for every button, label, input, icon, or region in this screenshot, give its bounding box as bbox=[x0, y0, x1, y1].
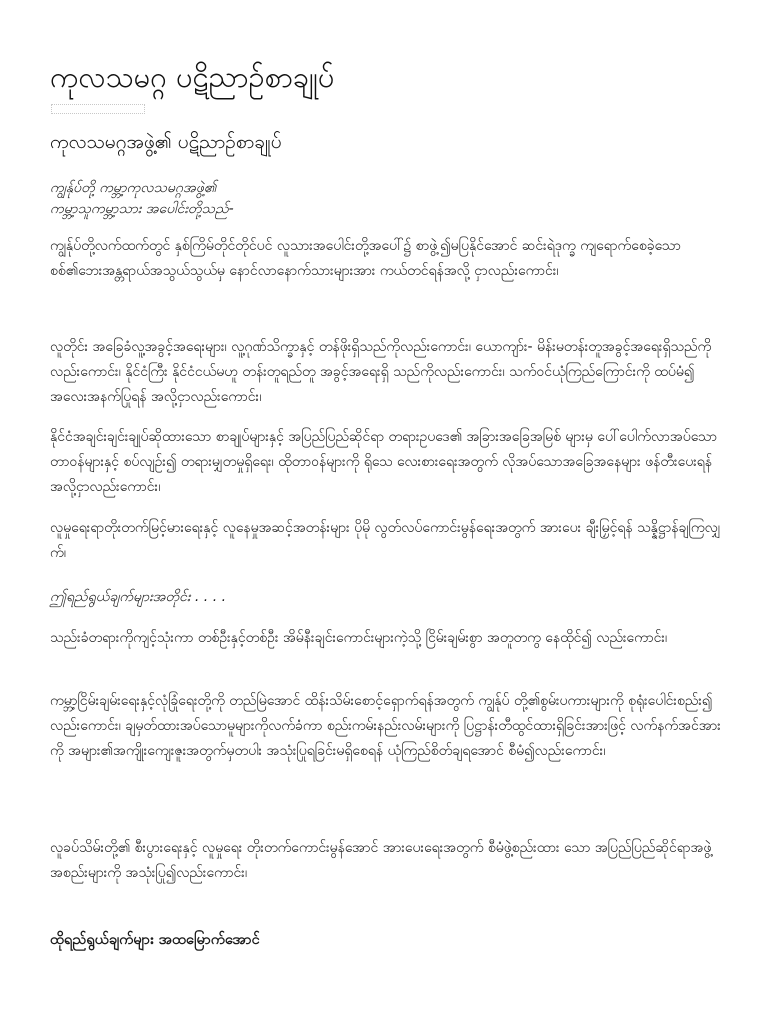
preamble bbox=[50, 178, 722, 220]
document-subtitle: ကုလသမဂ္ဂအဖွဲ့၏ ပဋိညာဉ်စာချုပ် bbox=[50, 131, 282, 153]
paragraph-war-scourge: ကျွန်ုပ်တို့လက်ထက်တွင် နှစ်ကြိမ်တိုင်တိုင်ပင် လူသားအပေါင်းတို့အပေါ်၌ စာဖွဲ့၍မပြနိုင်အောင် ဆင်းရဲဒုက္ခ ကျရောက်စေခဲ့သော စစ်၏ဘေးအန္တရာယ်အသွယ်သွယ်မှ နောင်လာနောက်သားများအား ကယ်တင်ရန်အလို့ ငှာလည်းကောင်း၊ bbox=[50, 238, 681, 279]
title-underline-divider bbox=[51, 104, 145, 114]
section-heading: ထိုရည်ရွယ်ချက်များ အထမြောက်အောင် bbox=[50, 932, 260, 948]
paragraph-social-progress: လူမှုရေးရာတိုးတက်မြင့်မားရေးနှင့် လူနေမှုအဆင့်အတန်းများ ပိုမို လွတ်လပ်ကောင်းမွန်ရေးအတွက် အားပေး ချီးမြှင့်ရန် သန္နိဋ္ဌာန်ချကြလျှက်၊ bbox=[50, 520, 721, 561]
paragraph-human-rights: လူတိုင်း အခြေခံလူ့အခွင့်အရေးများ၊ လူ့ဂုဏ်သိက္ခာနှင့် တန်ဖိုးရှိသည်ကိုလည်းကောင်း၊ ယောကျာ်း- မိန်းမတန်းတူအခွင့်အရေးရှိသည်ကိုလည်းကောင်း၊ နိုင်ငံကြီး နိုင်ငံငယ်မဟူ တန်းတူရည်တူ အခွင့်အရေးရှိ သည်ကိုလည်းကောင်း၊ သက်ဝင်ယုံကြည်ကြောင်းကို ထပ်မံ၍ အလေးအနက်ပြုရန် အလို့ငှာလည်းကောင်း၊ bbox=[50, 339, 712, 405]
preamble-line: ကမ္ဘာ့သူကမ္ဘာ့သား အပေါင်းတို့သည်- bbox=[50, 201, 234, 217]
paragraph-tolerance: သည်းခံတရားကိုကျင့်သုံးကာ တစ်ဦးနှင့်တစ်ဦး အိမ်နီးချင်းကောင်းများကဲ့သို့ ငြိမ်းချမ်းစွာ အတူတကွ နေထိုင်၍ လည်းကောင်း၊ bbox=[50, 630, 668, 646]
paragraph-justice-law: နိုင်ငံအချင်းချင်းချုပ်ဆိုထားသော စာချုပ်များနှင့် အပြည်ပြည်ဆိုင်ရာ တရားဥပဒေ၏ အခြားအခြေအမြစ် များမှ ပေါ်ပေါက်လာအပ်သောတာဝန်များနှင့် စပ်လျဉ်း၍ တရားမျှတမှုရှိရေး၊ ထိုတာဝန်များကို ရိုသေ လေးစားရေးအတွက် လိုအပ်သောအခြေအနေများ ဖန်တီးပေးရန်အလို့ငှာလည်းကောင်း၊ bbox=[50, 429, 718, 495]
paragraph-and-for-these-ends: ဤရည်ရွယ်ချက်များအတိုင်း . . . . bbox=[50, 589, 227, 605]
paragraph-peace-security: ကမ္ဘာ့ငြိမ်းချမ်းရေးနှင့်လုံခြုံရေးတို့ကို တည်မြဲအောင် ထိန်းသိမ်းစောင့်ရှောက်ရန်အတွက် ကျွန်ုပ် တို့၏စွမ်းပကားများကို စုရုံးပေါင်းစည်း၍ လည်းကောင်း၊ ချမှတ်ထားအပ်သောမူများကိုလက်ခံကာ စည်းကမ်းနည်းလမ်းများကို ပြဋ္ဌာန်းတီထွင်ထားရှိခြင်းအားဖြင့် လက်နက်အင်အားကို အများ၏အကျိုးကျေးဇူးအတွက်မှတပါး အသုံးပြုရခြင်းမရှိစေရန် ယုံကြည်စိတ်ချရအောင် စီမံ၍လည်းကောင်း၊ bbox=[50, 693, 721, 759]
paragraph-international-machinery: လူခပ်သိမ်းတို့၏ စီးပွားရေးနှင့် လူမှုရေး တိုးတက်ကောင်းမွန်အောင် အားပေးရေးအတွက် စီမံဖွဲ့စည်းထား သော အပြည်ပြည်ဆိုင်ရာအဖွဲ့အစည်းများကို အသုံးပြု၍လည်းကောင်း၊ bbox=[50, 840, 712, 881]
document-title: ကုလသမဂ္ဂ ပဋိညာဉ်စာချုပ် bbox=[50, 60, 335, 94]
preamble-line: ကျွန်ုပ်တို့ ကမ္ဘာ့ကုလသမဂ္ဂအဖွဲ့၏ bbox=[50, 180, 217, 196]
